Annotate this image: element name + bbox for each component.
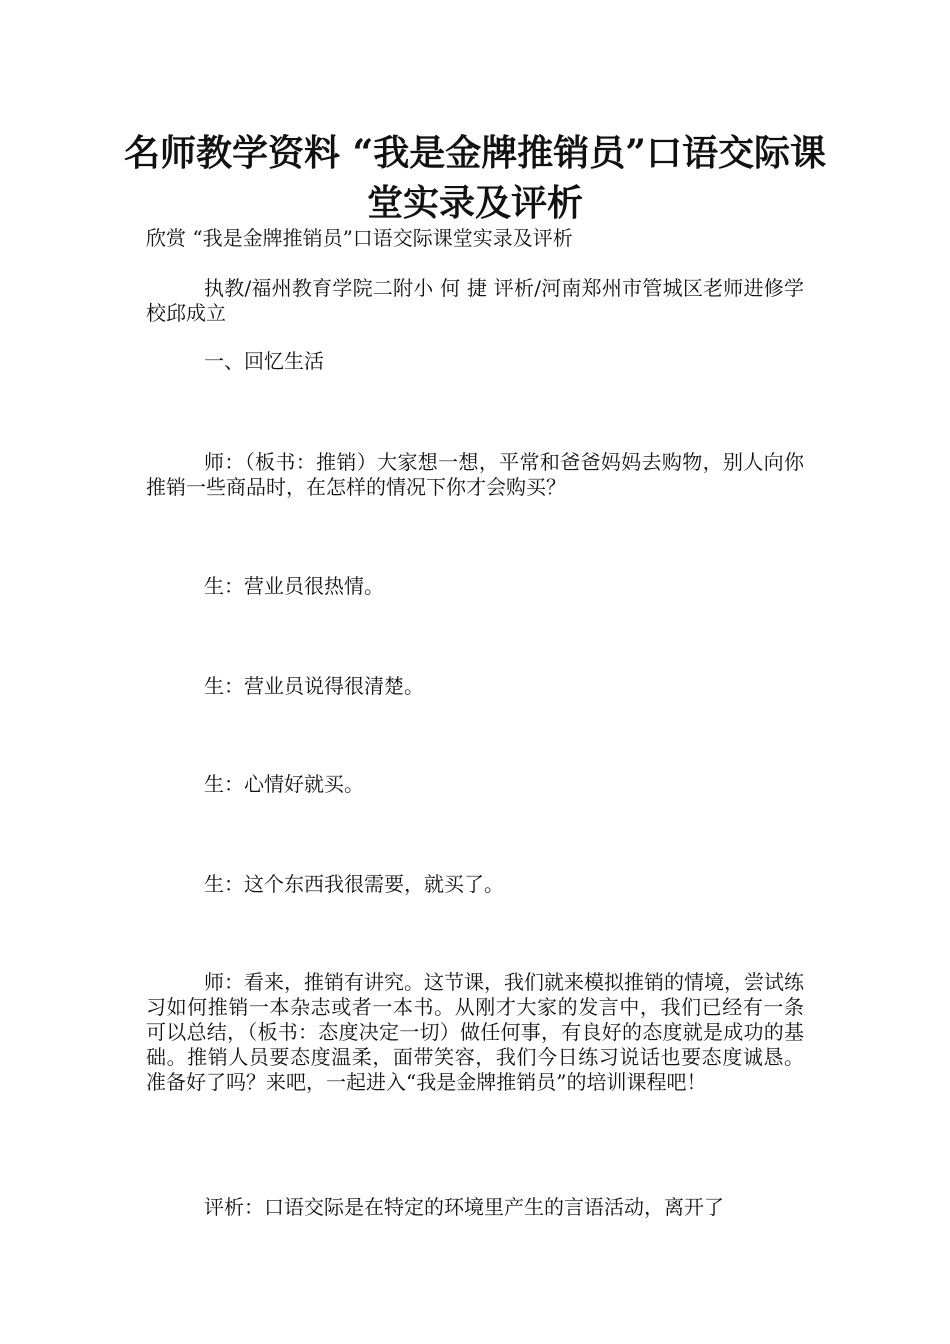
student-line: 生：营业员很热情。 — [204, 574, 384, 598]
intro-line: 欣赏 “我是金牌推销员”口语交际课堂实录及评析 — [146, 226, 573, 250]
author-line: 执教/福州教育学院二附小 何 捷 评析/河南郑州市管城区老师进修学校邱成立 — [146, 276, 804, 325]
page-title: 名师教学资料 “我是金牌推销员”口语交际课堂实录及评析 — [124, 132, 826, 224]
student-line: 生：这个东西我很需要，就买了。 — [204, 872, 504, 896]
student-line: 生：营业员说得很清楚。 — [204, 674, 424, 698]
teacher-paragraph: 师：（板书：推销）大家想一想，平常和爸爸妈妈去购物，别人向你推销一些商品时，在怎样的情况下你才会购买？ — [146, 450, 804, 499]
teacher-paragraph: 师：看来，推销有讲究。这节课，我们就来模拟推销的情境，尝试练习如何推销一本杂志或者一本书。从刚才大家的发言中，我们已经有一条可以总结，（板书：态度决定一切）做任何事，有良好的态度就是成功的基础。推销人员要态度温柔，面带笑容，我们今日练习说话也要态度诚恳。准备好了吗？来吧，一起进入“我是金牌推销员”的培训课程吧！ — [146, 970, 804, 1094]
commentary-paragraph: 评析：口语交际是在特定的环境里产生的言语活动，离开了 — [204, 1195, 724, 1219]
section-heading: 一、回忆生活 — [204, 349, 324, 373]
student-line: 生：心情好就买。 — [204, 772, 364, 796]
